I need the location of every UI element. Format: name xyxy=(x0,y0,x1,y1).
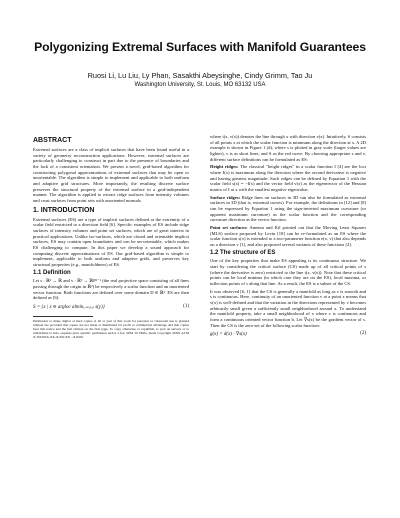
point-set-text: Amenta and Kil pointed out that the Moving Least Squares (MLS) surface proposed by Levin [10] can be re-formulated as an ES where the scalar function s(x) is extended to a two-parameter function e(x, v) that also depends on a direction v [1], and also proposed several variants of these functions [2]. xyxy=(210,224,366,247)
equation-1-body: S = {x | x ∈ argloc alminₓ₊ₜᵥ₍ₓ₎ s(y)} xyxy=(33,305,105,311)
equation-1 xyxy=(33,304,189,310)
structure-heading: 1.2 The structure of ES xyxy=(210,250,276,257)
height-ridges-paragraph xyxy=(210,164,366,192)
equation-2 xyxy=(210,331,366,337)
definition-text: Let s : ℝ³ → ℝ and v : ℝ³ → ℝP³⁻¹ (the real projective space consisting of all lines passing through the origin in ℝ³) be respectively a scalar function and an unoriented vector function. Both functions are defined over some domain D ∈ ℝ³. ES are then defined as [6]: xyxy=(33,278,189,301)
footnote-text: Permission to make digital or hard copies of all or part of this work for personal or classroom use is granted without fee provided that copies are not made or distributed for profit or commercial advantage and that copies bear this notice and the full citation on the first page. To copy otherwise, to republish, to post on servers or to redistribute to lists, requires prior specific permission and/or a fee. SPM '10 Haifa, Israel Copyright 20XX ACM X-XXXXX-XX-X/XX/XX ...$10.00. xyxy=(33,319,189,340)
abstract-heading: ABSTRACT xyxy=(33,137,72,144)
surface-ridges-text: Ridge lines on surfaces in 3D can also be formulated as extremal surfaces in 3D (that is, extremal curves). For example, the definitions in [12] and [8] can be expressed by Equation 1 using the sign-inverted maximum curvature (or apparent maximum curvature) as the scalar function and the corresponding curvature direction as the vector function. xyxy=(210,194,366,223)
surface-ridges-lead: Surface ridges: xyxy=(210,194,241,200)
equation-2-body: g(x) = d(x) · ∇s(x) xyxy=(210,332,247,338)
right-column xyxy=(210,134,366,504)
equation-1-number: (1) xyxy=(183,304,189,310)
intro-heading: 1. INTRODUCTION xyxy=(33,206,95,214)
surface-ridges-paragraph xyxy=(210,195,366,223)
structure-text: One of the key properties that make ES appealing is its continuous structure. We start by considering the critical surface (CS) made up of all critical points of s (where the derivative is zero) restricted to the line t(x, v(x)). Note that these critical points can be local minima (in which case they are on the ES), local maxima, or inflection points of s along that line. As a result, the ES is a subset of the CS. xyxy=(210,258,366,287)
point-set-paragraph xyxy=(210,225,366,248)
point-set-lead: Point set surfaces: xyxy=(210,224,248,230)
author-list: Ruosi Li, Lu Liu, Ly Phan, Sasakthi Abeysinghe, Cindy Grimm, Tao Ju xyxy=(87,71,313,80)
affiliation: Washington University, St. Louis, MO 63132 USA xyxy=(134,82,266,88)
es-description: where t(x, v(x)) denotes the line through x with direction v(x). Intuitively, S consists of all points x at which the scalar function is minimum along the direction at x. A 2D example is shown in Figure 1 (d), where s is plotted in gray scale (larger values are lighter), v is as short lines, and S as the red curve. By choosing appropriate s and v, different surface definitions can be formulated as ES: xyxy=(210,134,366,162)
height-ridges-text: The classical "height ridges" in a scalar function I [4] are the loci where I(x) is maximum along the direction where the second derivative is negative and having greatest magnitude. Such ridges can be defined by Equation 1 with the scalar field s(x) = −I(x) and the vector field v(x) as the eigenvector of the Hessian matrix of I at x with the smallest negative eigenvalue. xyxy=(210,164,366,192)
abstract-text: Extremal surfaces are a class of implicit surfaces that have been found useful in a variety of geometry reconstruction applications. However, extremal surfaces are particularly challenging to construct in part due to the presence of boundaries and the lack of a consistent orientation. We present a novel, grid-based algorithm for constructing polygonal approximations of extremal surfaces that may be open or unorientable. The algorithm is simple to implement and applicable to both uniform and adaptive grid structures. More importantly, the resulting discrete surface preserves the structural property of the extremal surface in a grid-independent manner. The algorithm is applied to extract ridge surfaces from intensity volumes and crust surfaces from point sets with unoriented normals. xyxy=(33,147,189,203)
structure-text-2: It was observed [6, 1] that the CS is generally a manifold as long as v is smooth and s is continuous. Here, continuity of an unoriented function v at a point x means that v(x) is well-defined and that the variation in the directions represented by v becomes arbitrarily small given a sufficiently small neighborhood around x. To understand the manifold property, take a small neighborhood of x where v is continuous and form a continuous oriented vector function h. Let ∇s(x) be the gradient vector of s. Then the CS is the zero-set of the following scalar function: xyxy=(210,288,366,328)
definition-heading: 1.1 Definition xyxy=(33,270,71,277)
height-ridges-lead: Height ridges: xyxy=(210,164,239,170)
copyright-footnote xyxy=(33,319,189,339)
intro-text: Extremal surfaces (ES) are a type of implicit surfaces defined at the extremity of a scalar field restricted to a direction field [6]. Specific examples of ES include ridge surfaces of intensity volumes and point set surfaces, which are of great interest in practical applications. Unlike iso-surfaces, which are closed and orientable implicit surfaces, ES may contain open boundaries and can be un-orientable, which makes ES challenging to compute. In this paper we develop a sound approach for computing discrete approximations of ES. Our grid-based algorithm is simple to implement, applicable to both uniform and adaptive grids, and preserves key structural properties (e.g., manifoldness) of ES. xyxy=(33,216,189,267)
paper-title: Polygonizing Extremal Surfaces with Manifold Guarantees xyxy=(34,40,366,54)
footnote-rule xyxy=(33,316,93,317)
equation-2-number: (2) xyxy=(360,331,366,337)
left-column xyxy=(33,134,189,504)
